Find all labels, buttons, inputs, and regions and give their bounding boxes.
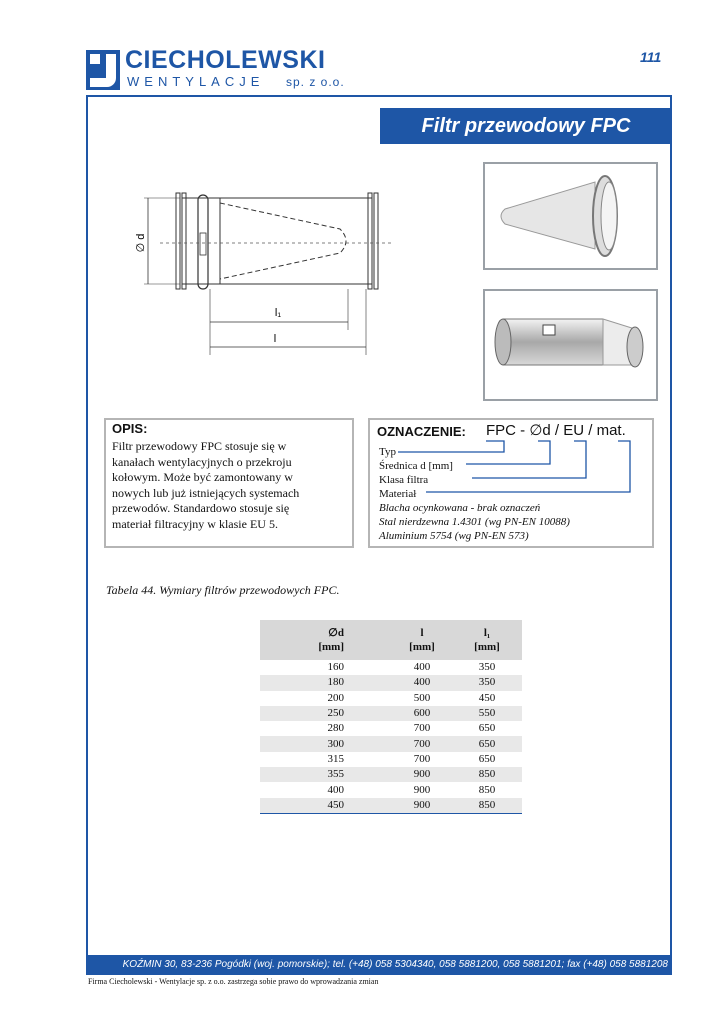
table-row xyxy=(260,706,522,721)
table-cell: 450 xyxy=(478,691,496,704)
description-title: OPIS: xyxy=(112,421,148,436)
table-cell: 400 xyxy=(413,661,431,674)
table-cell: 450 xyxy=(260,798,392,814)
designation-material: Materiał xyxy=(379,488,417,500)
table-row xyxy=(260,660,522,675)
table-row xyxy=(260,736,522,751)
header-length-l1: l₁ [mm] xyxy=(452,620,522,660)
dimensions-table xyxy=(260,620,522,814)
table-cell: 850 xyxy=(452,767,522,782)
table-header-row xyxy=(260,620,522,660)
table-cell: 400 xyxy=(327,783,344,796)
designation-leader-lines xyxy=(368,418,654,548)
designation-code: FPC - ∅d / EU / mat. xyxy=(486,422,626,439)
material-option: Stal nierdzewna 1.4301 (wg PN-EN 10088) xyxy=(379,516,570,528)
table-cell: 350 xyxy=(452,675,522,690)
table-cell: 160 xyxy=(327,661,344,674)
designation-type: Typ xyxy=(379,446,396,458)
table-cell: 900 xyxy=(413,783,431,796)
footer-address: KOŹMIN 30, 83-236 Pogódki (woj. pomorskie); tel. (+48) 058 5304340, 058 5881200, 058 5881201; fax (+48) 058 5881208 xyxy=(86,955,672,973)
table-cell: 650 xyxy=(478,752,496,765)
table-cell: 250 xyxy=(260,706,392,721)
designation-filter-class: Klasa filtra xyxy=(379,474,429,486)
table-row xyxy=(260,782,522,797)
table-cell: 300 xyxy=(260,736,392,751)
description-line: kołowym. Może być zamontowany w xyxy=(112,470,293,484)
table-cell: 650 xyxy=(452,736,522,751)
table-cell: 280 xyxy=(327,722,344,735)
designation-title: OZNACZENIE: xyxy=(377,424,466,439)
description-line: przewodów. Standardowo stosuje się xyxy=(112,501,290,515)
description-line: kanałach wentylacyjnych o przekroju xyxy=(112,454,292,469)
table-caption: Tabela 44. Wymiary filtrów przewodowych FPC. xyxy=(106,583,340,597)
description-line: Filtr przewodowy FPC stosuje się w xyxy=(112,439,287,453)
table-row xyxy=(260,798,522,814)
brand-subtitle: WENTYLACJE xyxy=(127,74,265,89)
duct-filter-photo xyxy=(483,289,658,401)
table-row xyxy=(260,721,522,736)
material-option: Aluminium 5754 (wg PN-EN 573) xyxy=(379,530,529,542)
description-text xyxy=(112,439,347,532)
table-cell: 700 xyxy=(413,722,431,735)
table-cell: 355 xyxy=(260,767,392,782)
footer-disclaimer: Firma Ciecholewski - Wentylacje sp. z o.o. zastrzega sobie prawo do wprowadzania zmian xyxy=(88,977,379,986)
header-length: l [mm] xyxy=(392,620,452,660)
table-row xyxy=(260,767,522,782)
table-cell: 650 xyxy=(478,722,496,735)
table-cell: 350 xyxy=(478,661,496,674)
technical-drawing xyxy=(130,185,400,355)
table-cell: 600 xyxy=(392,706,452,721)
designation-diameter: Średnica d [mm] xyxy=(379,460,453,472)
table-cell: 700 xyxy=(413,752,431,765)
brand-name: CIECHOLEWSKI xyxy=(125,46,326,74)
table-cell: 400 xyxy=(392,675,452,690)
description-line: nowych lub już istniejących systemach xyxy=(112,485,300,500)
table-cell: 850 xyxy=(452,798,522,814)
filter-bag-photo xyxy=(483,162,658,270)
table-cell: 500 xyxy=(413,691,431,704)
table-cell: 900 xyxy=(392,798,452,814)
product-title: Filtr przewodowy FPC xyxy=(380,108,672,144)
table-row xyxy=(260,752,522,767)
table-row xyxy=(260,675,522,690)
page-number: 111 xyxy=(640,49,662,65)
brand-company-form: sp. z o.o. xyxy=(286,75,345,89)
table-cell: 200 xyxy=(327,691,344,704)
header-diameter: ∅d [mm] xyxy=(260,620,392,660)
diameter-label: ∅ d xyxy=(135,233,147,253)
material-option: Blacha ocynkowana - brak oznaczeń xyxy=(379,502,541,514)
company-logo-icon xyxy=(86,50,120,90)
table-cell: 900 xyxy=(392,767,452,782)
table-cell: 315 xyxy=(327,752,344,765)
table-cell: 700 xyxy=(392,736,452,751)
l-label: l xyxy=(273,333,277,345)
l1-label: l₁ xyxy=(274,307,282,319)
table-cell: 180 xyxy=(260,675,392,690)
table-row xyxy=(260,691,522,706)
table-cell: 550 xyxy=(452,706,522,721)
table-cell: 850 xyxy=(478,783,496,796)
description-line: materiał filtracyjny w klasie EU 5. xyxy=(112,516,278,531)
